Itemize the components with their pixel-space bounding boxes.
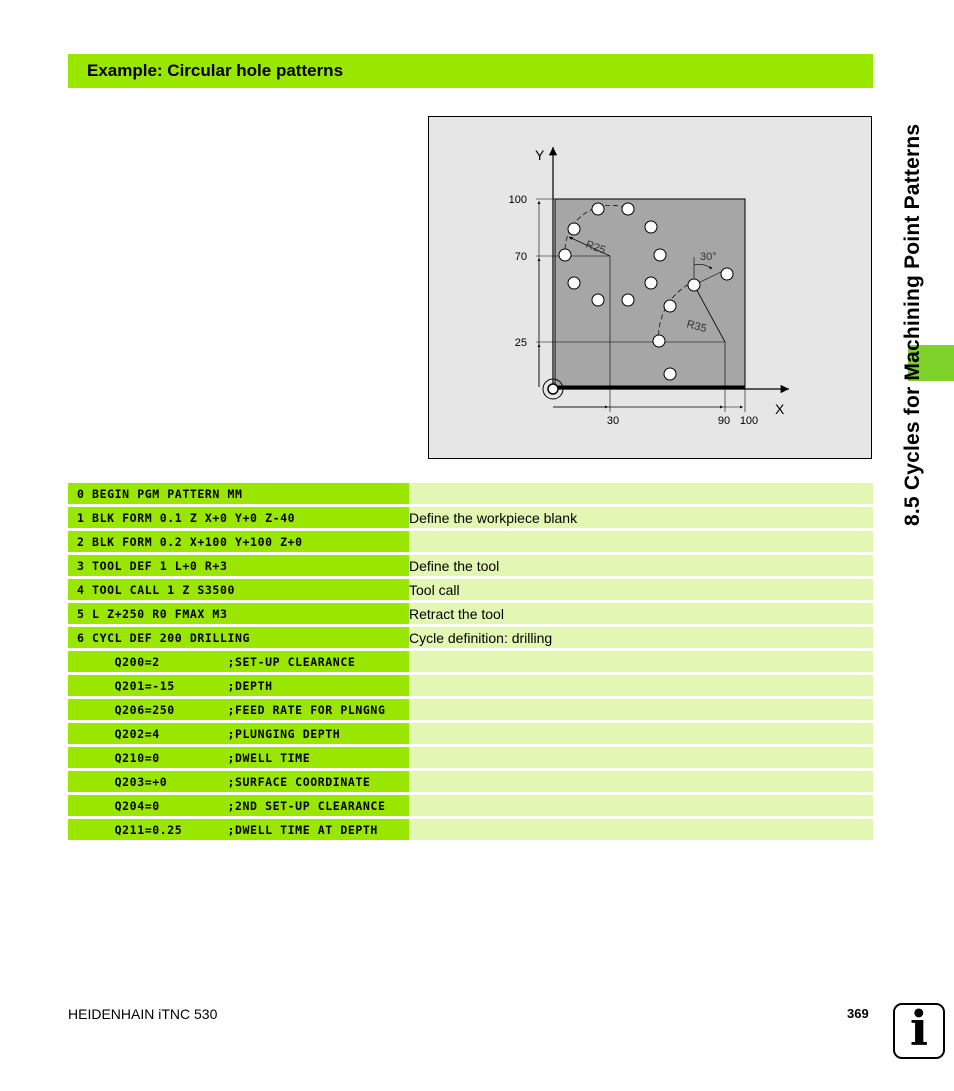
angle-30-label: 30°	[700, 251, 717, 263]
program-code: 4 TOOL CALL 1 Z S3500	[77, 582, 235, 597]
program-comment: Define the tool	[409, 555, 873, 579]
program-code-cell	[68, 723, 409, 747]
program-code: 5 L Z+250 R0 FMAX M3	[77, 606, 228, 621]
hole	[654, 249, 666, 261]
program-row	[68, 723, 873, 747]
program-code: Q201=-15 ;DEPTH	[77, 678, 273, 693]
program-code-cell	[68, 627, 409, 651]
program-comment	[409, 651, 873, 675]
hole	[664, 368, 676, 380]
section-heading: Example: Circular hole patterns	[87, 61, 344, 80]
program-code: Q204=0 ;2ND SET-UP CLEARANCE	[77, 798, 386, 813]
program-code: 2 BLK FORM 0.2 X+100 Y+100 Z+0	[77, 534, 303, 549]
program-code-cell	[68, 483, 409, 507]
hole	[592, 294, 604, 306]
info-glyph: i	[909, 1001, 929, 1057]
hole	[592, 203, 604, 215]
program-row	[68, 771, 873, 795]
program-row	[68, 603, 873, 627]
y-tick-100: 100	[508, 194, 527, 206]
hole-pattern-svg	[429, 117, 871, 458]
program-row	[68, 819, 873, 843]
program-code: 0 BEGIN PGM PATTERN MM	[77, 486, 243, 501]
section-heading-bar	[68, 54, 873, 88]
program-row	[68, 555, 873, 579]
info-icon	[893, 1003, 945, 1059]
hole	[559, 249, 571, 261]
x-tick-100: 100	[739, 415, 759, 427]
hole	[688, 279, 700, 291]
program-comment: Cycle definition: drilling	[409, 627, 873, 651]
program-row	[68, 699, 873, 723]
program-comment	[409, 771, 873, 795]
radius-r25-label: R25	[583, 238, 608, 257]
program-comment	[409, 747, 873, 771]
program-comment	[409, 699, 873, 723]
program-row	[68, 651, 873, 675]
program-code: Q210=0 ;DWELL TIME	[77, 750, 311, 765]
side-chapter-title: 8.5 Cycles for Machining Point Patterns	[901, 123, 924, 526]
y-axis-label: Y	[535, 147, 545, 163]
x-tick-30: 30	[606, 415, 620, 427]
program-row	[68, 675, 873, 699]
program-code-cell	[68, 747, 409, 771]
hole	[568, 223, 580, 235]
hole	[622, 203, 634, 215]
hole	[622, 294, 634, 306]
program-comment: Tool call	[409, 579, 873, 603]
program-code-cell	[68, 699, 409, 723]
program-code-cell	[68, 603, 409, 627]
page-number: 369	[847, 1006, 869, 1021]
program-code: Q200=2 ;SET-UP CLEARANCE	[77, 654, 356, 669]
manual-name: HEIDENHAIN iTNC 530	[68, 1006, 218, 1022]
program-code: 6 CYCL DEF 200 DRILLING	[77, 630, 251, 645]
program-code-cell	[68, 795, 409, 819]
program-comment	[409, 531, 873, 555]
program-comment	[409, 723, 873, 747]
nc-program-table	[68, 483, 873, 843]
program-row	[68, 627, 873, 651]
program-row	[68, 483, 873, 507]
program-code-cell	[68, 531, 409, 555]
radius-r35-label: R35	[685, 318, 708, 336]
program-comment	[409, 795, 873, 819]
hole	[568, 277, 580, 289]
hole	[664, 300, 676, 312]
program-code-cell	[68, 675, 409, 699]
hole	[645, 277, 657, 289]
program-code-cell	[68, 507, 409, 531]
program-row	[68, 795, 873, 819]
program-comment: Define the workpiece blank	[409, 507, 873, 531]
x-tick-90: 90	[717, 415, 731, 427]
y-tick-70: 70	[514, 251, 527, 263]
program-code: Q203=+0 ;SURFACE COORDINATE	[77, 774, 371, 789]
program-row	[68, 579, 873, 603]
hole	[653, 335, 665, 347]
program-row	[68, 531, 873, 555]
program-code-cell	[68, 555, 409, 579]
program-comment	[409, 483, 873, 507]
program-row	[68, 747, 873, 771]
program-code-cell	[68, 771, 409, 795]
hole	[645, 221, 657, 233]
program-code: Q206=250 ;FEED RATE FOR PLNGNG	[77, 702, 386, 717]
program-code: 1 BLK FORM 0.1 Z X+0 Y+0 Z-40	[77, 510, 296, 525]
program-code: 3 TOOL DEF 1 L+0 R+3	[77, 558, 228, 573]
program-comment	[409, 675, 873, 699]
program-code-cell	[68, 819, 409, 843]
program-code: Q202=4 ;PLUNGING DEPTH	[77, 726, 341, 741]
program-code-cell	[68, 651, 409, 675]
program-comment: Retract the tool	[409, 603, 873, 627]
program-comment	[409, 819, 873, 843]
program-code: Q211=0.25 ;DWELL TIME AT DEPTH	[77, 822, 378, 837]
hole-pattern-drawing	[428, 116, 872, 459]
x-axis-label: X	[775, 401, 785, 417]
hole	[721, 268, 733, 280]
program-code-cell	[68, 579, 409, 603]
program-row	[68, 507, 873, 531]
y-tick-25: 25	[514, 337, 527, 349]
